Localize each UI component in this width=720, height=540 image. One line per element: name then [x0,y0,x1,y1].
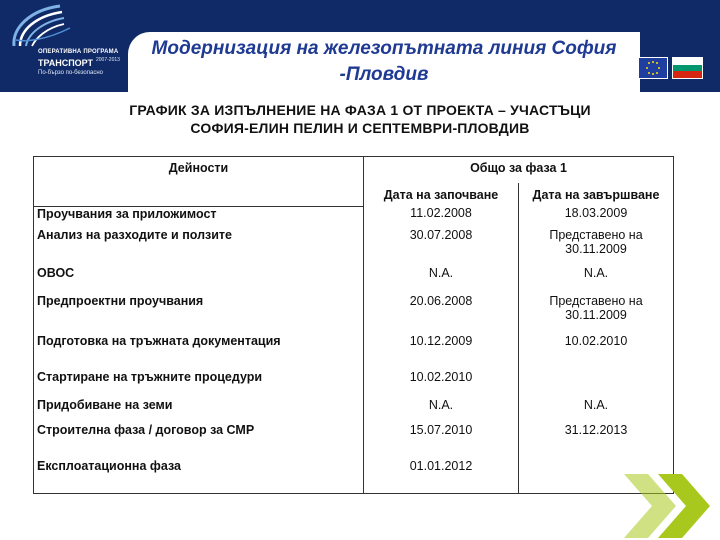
header-banner [0,0,720,92]
table-row [34,206,674,228]
header-end-date: Дата на завършване [519,183,674,206]
end-date-cell: Представено на 30.11.2009 [519,294,674,334]
title-box [128,32,640,92]
table-row [34,294,674,334]
table-row [34,398,674,423]
activity-cell: Предпроектни проучвания [34,294,364,334]
start-date-cell: 11.02.2008 [364,206,519,228]
chevron-decoration-icon [610,462,720,540]
logo-years-label: 2007-2013 [96,57,120,63]
activity-cell: Придобиване на земи [34,398,364,423]
bulgaria-flag-icon [672,57,703,79]
table-row [34,228,674,266]
end-date-cell: N.A. [519,398,674,423]
schedule-table [33,156,674,494]
logo-slogan: По-бързо по-безопасно [38,70,104,76]
logo-transport-label: ТРАНСПОРТ [38,58,94,68]
start-date-cell: 01.01.2012 [364,459,519,493]
activity-cell: ОВОС [34,266,364,294]
end-date-cell: N.A. [519,266,674,294]
section-heading [40,101,680,137]
table-row [34,334,674,370]
swirl-logo-icon [0,0,128,92]
header-activities: Дейности [34,157,364,207]
activity-cell: Експлоатационна фаза [34,459,364,493]
page-title [128,36,640,88]
table-row [34,370,674,398]
title-line-2: -Пловдив [339,64,429,85]
start-date-cell: 30.07.2008 [364,228,519,266]
end-date-cell [519,370,674,398]
end-date-cell: 18.03.2009 [519,206,674,228]
start-date-cell: 10.02.2010 [364,370,519,398]
end-date-cell: 10.02.2010 [519,334,674,370]
eu-flag-icon [638,57,668,79]
activity-cell: Стартиране на тръжните процедури [34,370,364,398]
section-heading-line-1: ГРАФИК ЗА ИЗПЪЛНЕНИЕ НА ФАЗА 1 ОТ ПРОЕКТА – УЧАСТЪЦИ [129,102,591,118]
activity-cell: Проучвания за приложимост [34,206,364,228]
table-row [34,459,674,493]
end-date-cell: 31.12.2013 [519,423,674,459]
start-date-cell: N.A. [364,398,519,423]
section-heading-line-2: СОФИЯ-ЕЛИН ПЕЛИН И СЕПТЕМВРИ-ПЛОВДИВ [190,120,530,136]
end-date-cell: Представено на 30.11.2009 [519,228,674,266]
title-line-1: Модернизация на железопътната линия София [151,38,617,59]
activity-cell: Анализ на разходите и ползите [34,228,364,266]
program-logo [0,0,128,92]
table-row [34,266,674,294]
logo-program-label: ОПЕРАТИВНА ПРОГРАМА [38,49,119,55]
activity-cell: Подготовка на тръжната документация [34,334,364,370]
start-date-cell: 20.06.2008 [364,294,519,334]
start-date-cell: 15.07.2010 [364,423,519,459]
activity-cell: Строителна фаза / договор за СМР [34,423,364,459]
start-date-cell: 10.12.2009 [364,334,519,370]
start-date-cell: N.A. [364,266,519,294]
table-row [34,423,674,459]
header-start-date: Дата на започване [364,183,519,206]
header-total-phase: Общо за фаза 1 [364,157,674,184]
